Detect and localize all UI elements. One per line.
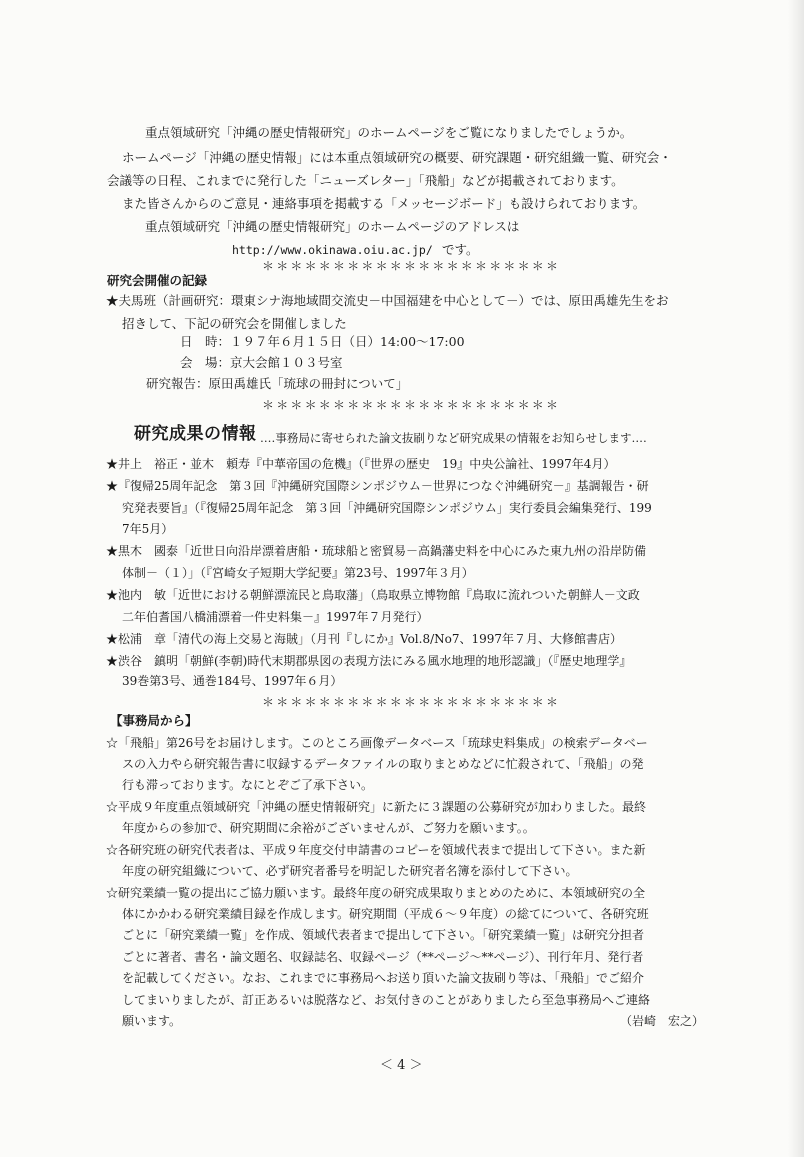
- office-line: スの入力やら研究報告書に収録するデータファイルの取りまとめなどに忙殺されて、「飛船」の発: [122, 757, 644, 771]
- url-suffix: です。: [442, 242, 479, 257]
- results-heading: 研究成果の情報: [134, 424, 257, 444]
- result-entry: ★黒木 國泰「近世日向沿岸漂着唐船・琉球船と密貿易－高鍋藩史料を中心にみた東九州の沿岸防備: [106, 544, 647, 558]
- intro-line-1: 重点領域研究「沖縄の歴史情報研究」のホームページをご覧になりましたでしょうか。: [145, 125, 633, 140]
- homepage-url[interactable]: http://www.okinawa.oiu.ac.jp/: [232, 243, 433, 257]
- office-line: 願います。: [122, 1014, 182, 1028]
- office-line: ごとに「研究業績一覧」を作成、領域代表者まで提出して下さい。「研究業績一覧」は研究分担者: [122, 928, 645, 942]
- meeting-report: 研究報告：原田禹雄氏「琉球の冊封について」: [146, 376, 409, 391]
- office-line: ☆研究業績一覧の提出にご協力願います。最終年度の研究成果取りまとめのために、本領域研究の全: [106, 886, 646, 900]
- office-heading: 【事務局から】: [110, 713, 198, 728]
- office-line: ごとに著者、書名・論文題名、収録誌名、収録ページ（**ページ～**ページ）、刊行年月、発行者: [122, 950, 644, 964]
- office-line: ☆各研究班の研究代表者は、平成９年度交付申請書のコピーを領域代表まで提出して下さい。また新: [106, 843, 646, 857]
- intro-line-2: ホームページ「沖縄の歴史情報」には本重点領域研究の概要、研究課題・研究組織一覧、研究会・: [122, 150, 672, 165]
- office-line: ☆「飛船」第26号をお届けします。このところ画像データベース「琉球史料集成」の検索データベー: [106, 736, 648, 750]
- result-entry: ★井上 裕正・並木 頼寿『中華帝国の危機』（『世界の歴史 19』中央公論社、1997年4月）: [106, 457, 616, 471]
- result-entry: ★渋谷 鎮明「朝鮮(李朝)時代末期郡県図の表現方法にみる風水地理的地形認識」（『歴史地理学』: [106, 654, 632, 668]
- results-tagline: ‥‥事務局に寄せられた論文抜刷りなど研究成果の情報をお知らせします‥‥: [260, 431, 647, 445]
- result-entry: ★池内 敏「近世における朝鮮漂流民と鳥取藩」（鳥取県立博物館『鳥取に流れついた朝鮮人－文政: [106, 588, 640, 602]
- office-line: を記載してください。なお、これまでに事務局へお送り頂いた論文抜刷り等は、「飛船」でご紹介: [122, 971, 645, 985]
- result-entry: 体制－（１）」（『宮崎女子短期大学紀要』第23号、1997年３月）: [122, 566, 474, 580]
- separator-1: ＊＊＊＊＊＊＊＊＊＊＊＊＊＊＊＊＊＊＊＊＊: [262, 259, 561, 273]
- result-entry: 二年伯耆国八橋浦漂着一件史料集－』1997年７月発行）: [122, 610, 429, 624]
- separator-2: ＊＊＊＊＊＊＊＊＊＊＊＊＊＊＊＊＊＊＊＊＊: [262, 398, 561, 412]
- office-line: 年度からの参加で、研究期間に余裕がございませんが、ご努力を願います。。: [122, 821, 535, 835]
- page-edge-shadow: [788, 0, 804, 1157]
- page-number: ＜ 4 ＞: [380, 1058, 423, 1073]
- result-entry: 究発表要旨』（『復帰25周年記念 第３回「沖縄研究国際シンポジウム」実行委員会編集発行、199: [122, 501, 652, 515]
- office-line: してまいりましたが、訂正あるいは脱落など、お気付きのことがありましたら至急事務局へご連絡: [122, 993, 651, 1007]
- office-line: 体にかかわる研究業績目録を作成します。研究期間（平成６～９年度）の総てについて、各研究班: [122, 907, 649, 921]
- intro-line-4: また皆さんからのご意見・連絡事項を掲載する「メッセージボード」も設けられております。: [122, 196, 646, 211]
- office-line: 行も滞っております。なにとぞご了承下さい。: [122, 778, 374, 792]
- separator-3: ＊＊＊＊＊＊＊＊＊＊＊＊＊＊＊＊＊＊＊＊＊: [262, 695, 561, 709]
- intro-line-5: 重点領域研究「沖縄の歴史情報研究」のホームページのアドレスは: [145, 219, 520, 234]
- meeting-venue: 会 場：京大会館１０３号室: [180, 355, 343, 370]
- meeting-line-1: ★夫馬班（計画研究：環東シナ海地域間交流史－中国福建を中心として－）では、原田禹雄先生をお: [106, 293, 669, 308]
- office-line: ☆平成９年度重点領域研究「沖縄の歴史情報研究」に新たに３課題の公募研究が加わりました。最終: [106, 800, 647, 814]
- meeting-line-2: 招きして、下記の研究会を開催しました: [122, 316, 347, 331]
- result-entry: 39巻第3号、通巻184号、1997年６月）: [122, 674, 343, 688]
- office-line: 年度の研究組織について、必ず研究者番号を明記した研究者名簿を添付して下さい。: [122, 864, 578, 878]
- result-entry: ★松浦 章「清代の海上交易と海賊」（月刊『しにか』Vol.8/No7、1997年７月、大修館書店）: [106, 632, 623, 646]
- result-entry: ★『復帰25周年記念 第３回『沖縄研究国際シンポジウム－世界につなぐ沖縄研究－』基調報告・研: [106, 479, 649, 493]
- meeting-heading: 研究会開催の記録: [107, 273, 208, 288]
- meeting-date: 日 時：１９７年６月１５日（日）14:00～17:00: [180, 334, 465, 349]
- result-entry: 7年5月）: [122, 522, 174, 536]
- intro-line-3: 会議等の日程、これまでに発行した「ニューズレター」「飛船」などが掲載されております。: [107, 173, 624, 188]
- signature: （岩崎 宏之）: [620, 1014, 705, 1028]
